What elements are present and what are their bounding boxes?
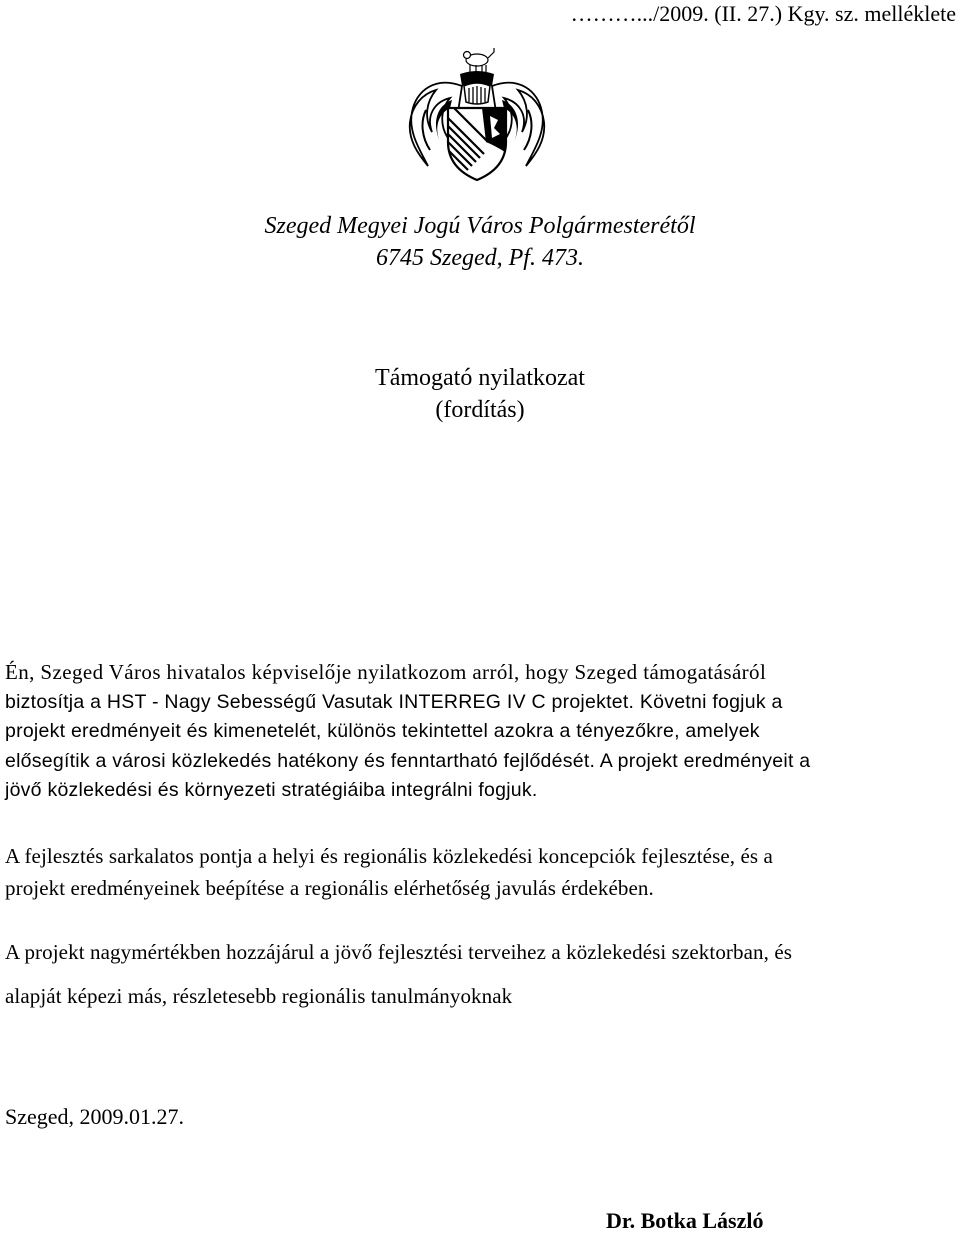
sender-name: Szeged Megyei Jogú Város Polgármesterétől (264, 213, 696, 239)
paragraph-2 (5, 840, 955, 904)
sender-address: 6745 Szeged, Pf. 473. (376, 245, 584, 271)
paragraph-1 (5, 658, 955, 806)
document-title: Támogató nyilatkozat (375, 365, 585, 391)
paragraph-line: jövő közlekedési és környezeti stratégiáiba integrálni fogjuk. (5, 779, 538, 801)
document-reference: ……….../2009. (II. 27.) Kgy. sz. melléklete (570, 1, 956, 26)
paragraph-3 (5, 930, 955, 1018)
paragraph-line: A fejlesztés sarkalatos pontja a helyi és regionális közlekedési koncepciók fejlesztése, és a (5, 844, 773, 868)
paragraph-line: elősegítik a városi közlekedés hatékony és fenntartható fejlődését. A projekt eredményeit a (5, 749, 811, 772)
paragraph-line: projekt eredményeit és kimenetelét, különös tekintettel azokra a tényezőkre, amelyek (5, 720, 760, 742)
place-and-date: Szeged, 2009.01.27. (5, 1104, 185, 1129)
signatory-name: Dr. Botka László (606, 1208, 764, 1233)
paragraph-line: Én, Szeged Város hivatalos képviselője nyilatkozom arról, hogy Szeged támogatásáról (5, 660, 767, 684)
paragraph-line: projekt eredményeinek beépítése a regionális elérhetőség javulás érdekében. (5, 876, 654, 900)
paragraph-line: biztosítja a HST - Nagy Sebességű Vasutak INTERREG IV C projektet. Követni fogjuk a (5, 690, 783, 713)
document-subtitle: (fordítás) (435, 397, 525, 423)
paragraph-line: A projekt nagymértékben hozzájárul a jövő fejlesztési terveihez a közlekedési szektorban, és (5, 940, 793, 964)
coat-of-arms-icon (406, 46, 548, 184)
paragraph-line: alapját képezi más, részletesebb regionális tanulmányoknak (5, 984, 513, 1008)
